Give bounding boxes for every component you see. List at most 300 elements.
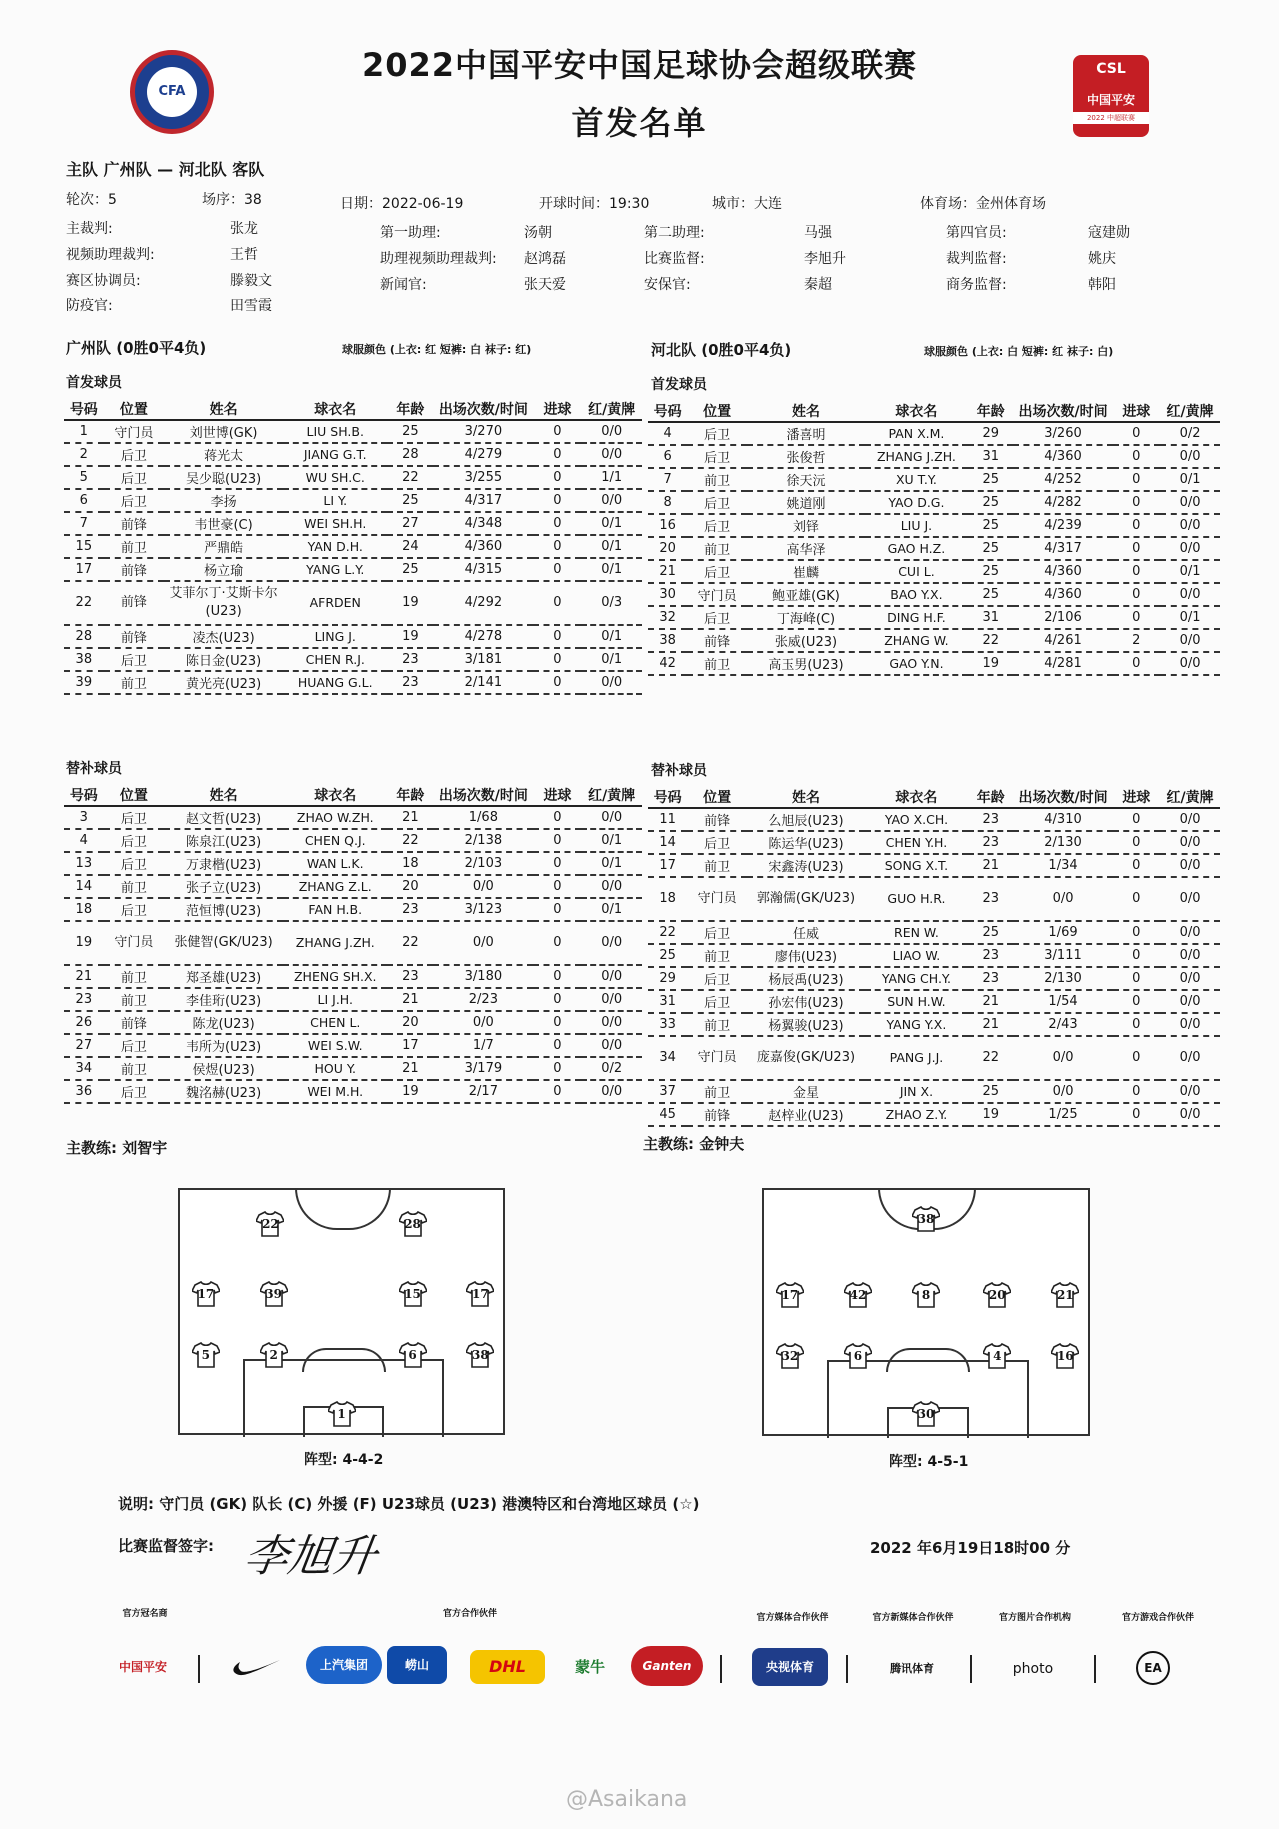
fourth-official-label: 第四官员: bbox=[946, 225, 1007, 241]
table-cell: 0 bbox=[533, 921, 581, 965]
table-cell: 22 bbox=[968, 629, 1013, 652]
table-cell: GUO H.R. bbox=[865, 877, 968, 921]
commercial-supervisor: 韩阳 bbox=[1088, 277, 1116, 293]
table-cell: 24 bbox=[387, 535, 433, 558]
table-cell: YANG L.Y. bbox=[283, 558, 387, 581]
table-cell: 0 bbox=[1113, 831, 1160, 854]
table-cell: 6 bbox=[648, 445, 687, 468]
laoshan-logo: 崂山 bbox=[387, 1646, 447, 1684]
table-cell: 0 bbox=[1113, 990, 1160, 1013]
home-coach: 主教练: 刘智宇 bbox=[66, 1139, 168, 1157]
shirt-number: 5 bbox=[201, 1348, 210, 1363]
teams-line: 主队 广州队 — 河北队 客队 bbox=[66, 160, 265, 179]
shirt-number: 21 bbox=[1056, 1287, 1074, 1302]
table-cell: 后卫 bbox=[687, 967, 747, 990]
table-cell: 32 bbox=[648, 606, 687, 629]
column-header: 位置 bbox=[104, 398, 165, 420]
table-cell: 后卫 bbox=[104, 852, 165, 875]
table-row bbox=[64, 625, 642, 648]
table-cell: 0 bbox=[1113, 652, 1160, 675]
table-row bbox=[64, 921, 642, 965]
player-shirt-icon bbox=[844, 1282, 872, 1308]
shirt-number: 22 bbox=[262, 1217, 279, 1232]
table-cell: 陈泉江(U23) bbox=[164, 829, 283, 852]
table-cell: 22 bbox=[387, 466, 433, 489]
away-formation: 阵型: 4-5-1 bbox=[889, 1454, 969, 1470]
table-row bbox=[648, 1080, 1220, 1103]
table-cell: LING J. bbox=[283, 625, 387, 648]
player-shirt-icon bbox=[912, 1206, 940, 1232]
csl-logo-top: CSL bbox=[1096, 61, 1126, 77]
table-cell: 0/0 bbox=[581, 965, 642, 988]
column-header: 球衣名 bbox=[283, 398, 387, 420]
table-cell: 4/348 bbox=[433, 512, 533, 535]
shirt-number: 32 bbox=[781, 1348, 799, 1363]
column-header: 出场次数/时间 bbox=[1013, 786, 1112, 808]
player-shirt-icon bbox=[256, 1211, 284, 1237]
column-header: 姓名 bbox=[747, 400, 865, 422]
table-cell: 25 bbox=[968, 921, 1013, 944]
table-cell: 前锋 bbox=[104, 512, 165, 535]
table-cell: YANG CH.Y. bbox=[865, 967, 968, 990]
table-cell: 0 bbox=[533, 829, 581, 852]
table-cell: 2/130 bbox=[1013, 831, 1112, 854]
column-header: 进球 bbox=[533, 784, 581, 806]
away-team: 河北队 (0胜0平4负) bbox=[651, 341, 792, 359]
table-cell: 前锋 bbox=[687, 629, 747, 652]
round: 轮次：5 bbox=[66, 192, 117, 208]
table-cell: 0/0 bbox=[581, 671, 642, 694]
sign-timestamp: 2022 年6月19日18时00 分 bbox=[870, 1539, 1071, 1557]
table-cell: HOU Y. bbox=[283, 1057, 387, 1080]
coordinator: 滕毅文 bbox=[230, 273, 272, 289]
table-row bbox=[648, 652, 1220, 675]
table-cell: 26 bbox=[64, 1011, 104, 1034]
table-header-row bbox=[64, 398, 642, 420]
table-cell: PAN X.M. bbox=[865, 422, 968, 445]
table-cell: 3 bbox=[64, 806, 104, 829]
supervisor-signature: 李旭升 bbox=[240, 1531, 380, 1582]
table-row bbox=[64, 965, 642, 988]
shirt-number: 42 bbox=[849, 1287, 867, 1302]
table-cell: 1/7 bbox=[433, 1034, 533, 1057]
table-cell: 李扬 bbox=[164, 489, 283, 512]
table-row bbox=[64, 988, 642, 1011]
table-cell: 7 bbox=[648, 468, 687, 491]
table-cell: 3/180 bbox=[433, 965, 533, 988]
table-cell: 1/1 bbox=[581, 466, 642, 489]
table-cell: 30 bbox=[648, 583, 687, 606]
column-header: 进球 bbox=[533, 398, 581, 420]
table-row bbox=[648, 967, 1220, 990]
shirt-number: 6 bbox=[853, 1348, 863, 1363]
away-subs-label: 替补球员 bbox=[651, 763, 707, 779]
table-cell: 0/1 bbox=[1160, 560, 1220, 583]
table-cell: 23 bbox=[387, 648, 433, 671]
table-cell: 22 bbox=[387, 829, 433, 852]
player-shirt-icon bbox=[983, 1343, 1011, 1369]
table-cell: 0 bbox=[533, 443, 581, 466]
table-cell: 前卫 bbox=[687, 854, 747, 877]
var: 王哲 bbox=[230, 247, 258, 263]
home-starters-table bbox=[64, 398, 642, 695]
table-cell: 7 bbox=[64, 512, 104, 535]
table-cell: WEI M.H. bbox=[283, 1080, 387, 1103]
player-shirt-icon bbox=[983, 1282, 1011, 1308]
table-cell: 后卫 bbox=[104, 1034, 165, 1057]
table-cell: 0 bbox=[533, 1080, 581, 1103]
table-cell: 0/1 bbox=[581, 898, 642, 921]
page-subtitle: 首发名单 bbox=[571, 104, 708, 142]
table-row bbox=[64, 671, 642, 694]
home-pitch bbox=[178, 1188, 505, 1435]
shirt-number: 38 bbox=[917, 1212, 935, 1227]
table-cell: 崔麟 bbox=[747, 560, 865, 583]
table-cell: 0 bbox=[1113, 808, 1160, 831]
table-row bbox=[64, 420, 642, 443]
table-cell: 侯煜(U23) bbox=[164, 1057, 283, 1080]
table-cell: 21 bbox=[968, 1013, 1013, 1036]
table-cell: CHEN L. bbox=[283, 1011, 387, 1034]
table-cell: 陈龙(U23) bbox=[164, 1011, 283, 1034]
shirt-number: 17 bbox=[197, 1287, 215, 1302]
table-cell: 前锋 bbox=[687, 1103, 747, 1126]
column-header: 年龄 bbox=[387, 784, 433, 806]
column-header: 进球 bbox=[1113, 786, 1160, 808]
table-cell: 18 bbox=[387, 852, 433, 875]
player-shirt-icon bbox=[1051, 1343, 1079, 1369]
table-cell: 4/282 bbox=[1013, 491, 1112, 514]
table-cell: 23 bbox=[968, 831, 1013, 854]
table-cell: 2 bbox=[1113, 629, 1160, 652]
table-row bbox=[64, 466, 642, 489]
table-cell: 0/0 bbox=[1160, 990, 1220, 1013]
table-cell: CUI L. bbox=[865, 560, 968, 583]
table-cell: 0/1 bbox=[1160, 606, 1220, 629]
table-cell: 19 bbox=[387, 1080, 433, 1103]
table-cell: 0 bbox=[1113, 1036, 1160, 1080]
table-cell: 27 bbox=[387, 512, 433, 535]
table-cell: 45 bbox=[648, 1103, 687, 1126]
table-cell: 0/0 bbox=[1160, 877, 1220, 921]
table-cell: AFRDEN bbox=[283, 581, 387, 625]
shirt-number: 39 bbox=[265, 1287, 282, 1302]
table-cell: 0/0 bbox=[1013, 877, 1112, 921]
table-cell: 前锋 bbox=[687, 808, 747, 831]
player-shirt-icon bbox=[466, 1342, 494, 1368]
press-officer: 张天爱 bbox=[524, 277, 566, 293]
column-header: 出场次数/时间 bbox=[433, 784, 533, 806]
shirt-number: 6 bbox=[408, 1348, 417, 1363]
table-cell: 前卫 bbox=[687, 652, 747, 675]
table-cell: 1/34 bbox=[1013, 854, 1112, 877]
shirt-number: 28 bbox=[404, 1217, 421, 1232]
table-cell: 高华泽 bbox=[747, 537, 865, 560]
table-cell: 17 bbox=[64, 558, 104, 581]
table-cell: 23 bbox=[64, 988, 104, 1011]
table-cell: LIU J. bbox=[865, 514, 968, 537]
table-cell: 韦世豪(C) bbox=[164, 512, 283, 535]
watermark: @Asaikana bbox=[566, 1787, 688, 1812]
player-shirt-icon bbox=[260, 1281, 288, 1307]
table-cell: 张俊哲 bbox=[747, 445, 865, 468]
table-cell: REN W. bbox=[865, 921, 968, 944]
table-row bbox=[648, 606, 1220, 629]
table-cell: 0 bbox=[1113, 537, 1160, 560]
table-cell: 0 bbox=[533, 671, 581, 694]
table-cell: 0 bbox=[1113, 606, 1160, 629]
table-cell: JIANG G.T. bbox=[283, 443, 387, 466]
table-row bbox=[64, 898, 642, 921]
table-cell: 25 bbox=[648, 944, 687, 967]
legend: 说明: 守门员 (GK) 队长 (C) 外援 (F) U23球员 (U23) 港澳特区和台湾地区球员 (☆) bbox=[118, 1495, 700, 1513]
table-row bbox=[648, 1013, 1220, 1036]
player-shirt-icon bbox=[776, 1343, 804, 1369]
table-cell: YAO D.G. bbox=[865, 491, 968, 514]
table-row bbox=[648, 514, 1220, 537]
table-cell: 0/0 bbox=[581, 1034, 642, 1057]
photo-label: 官方图片合作机构 bbox=[998, 1613, 1071, 1623]
table-cell: 守门员 bbox=[104, 420, 165, 443]
table-cell: 0/0 bbox=[1160, 1080, 1220, 1103]
table-cell: 0/0 bbox=[1160, 808, 1220, 831]
table-cell: YAN D.H. bbox=[283, 535, 387, 558]
table-cell: 11 bbox=[648, 808, 687, 831]
table-cell: 23 bbox=[387, 898, 433, 921]
shirt-number: 20 bbox=[988, 1287, 1006, 1302]
table-cell: 杨翼骏(U23) bbox=[747, 1013, 865, 1036]
shirt-number: 38 bbox=[472, 1348, 489, 1363]
table-row bbox=[648, 854, 1220, 877]
table-cell: 29 bbox=[648, 967, 687, 990]
table-row bbox=[648, 990, 1220, 1013]
ea-logo: EA bbox=[1136, 1651, 1170, 1685]
table-cell: 魏洺赫(U23) bbox=[164, 1080, 283, 1103]
table-cell: 0/0 bbox=[581, 489, 642, 512]
shirt-number: 17 bbox=[472, 1287, 489, 1302]
table-cell: 0 bbox=[533, 1034, 581, 1057]
table-cell: 金星 bbox=[747, 1080, 865, 1103]
table-cell: ZHENG SH.X. bbox=[283, 965, 387, 988]
table-row bbox=[648, 422, 1220, 445]
player-shirt-icon bbox=[328, 1401, 356, 1427]
table-cell: 0 bbox=[1113, 583, 1160, 606]
table-cell: ZHAO W.ZH. bbox=[283, 806, 387, 829]
table-cell: 前卫 bbox=[104, 965, 165, 988]
table-cell: 4/317 bbox=[1013, 537, 1112, 560]
stadium: 体育场：金州体育场 bbox=[920, 196, 1046, 212]
table-cell: 0/0 bbox=[1013, 1036, 1112, 1080]
column-header: 姓名 bbox=[747, 786, 865, 808]
table-cell: 19 bbox=[387, 625, 433, 648]
table-cell: 3/111 bbox=[1013, 944, 1112, 967]
table-cell: 丁海峰(C) bbox=[747, 606, 865, 629]
player-shirt-icon bbox=[1051, 1282, 1079, 1308]
table-cell: 0 bbox=[1113, 921, 1160, 944]
table-cell: 14 bbox=[648, 831, 687, 854]
table-cell: 0/0 bbox=[1160, 1013, 1220, 1036]
table-cell: 0 bbox=[1113, 560, 1160, 583]
table-cell: WEI S.W. bbox=[283, 1034, 387, 1057]
table-cell: 0 bbox=[533, 1057, 581, 1080]
table-cell: 4 bbox=[64, 829, 104, 852]
table-cell: 4/317 bbox=[433, 489, 533, 512]
table-cell: 0/1 bbox=[581, 852, 642, 875]
player-shirt-icon bbox=[844, 1343, 872, 1369]
table-cell: 4/279 bbox=[433, 443, 533, 466]
ar1: 汤朝 bbox=[524, 225, 552, 241]
table-cell: 21 bbox=[968, 854, 1013, 877]
table-row bbox=[64, 443, 642, 466]
table-cell: 后卫 bbox=[687, 445, 747, 468]
table-row bbox=[64, 829, 642, 852]
table-cell: 前卫 bbox=[687, 1013, 747, 1036]
home-subs-table bbox=[64, 784, 642, 1104]
table-cell: 前锋 bbox=[104, 558, 165, 581]
home-starters-label: 首发球员 bbox=[66, 375, 122, 391]
table-cell: 0 bbox=[533, 420, 581, 443]
table-cell: 0 bbox=[1113, 1013, 1160, 1036]
table-cell: 0 bbox=[1113, 445, 1160, 468]
away-subs-table bbox=[648, 786, 1220, 1127]
shirt-number: 1 bbox=[337, 1406, 346, 1421]
table-row bbox=[64, 512, 642, 535]
table-header-row bbox=[648, 786, 1220, 808]
nike-logo bbox=[232, 1656, 282, 1678]
column-header: 位置 bbox=[104, 784, 165, 806]
table-cell: 4/292 bbox=[433, 581, 533, 625]
table-cell: 前卫 bbox=[687, 1080, 747, 1103]
table-cell: 鲍亚雄(GK) bbox=[747, 583, 865, 606]
table-cell: 赵文哲(U23) bbox=[164, 806, 283, 829]
page-title: 2022中国平安中国足球协会超级联赛 bbox=[361, 46, 918, 84]
table-cell: 0/1 bbox=[581, 829, 642, 852]
table-cell: 3/255 bbox=[433, 466, 533, 489]
ar2-label: 第二助理: bbox=[644, 225, 705, 241]
ref-supervisor-label: 裁判监督: bbox=[946, 251, 1007, 267]
title-sponsor-label: 官方冠名商 bbox=[122, 1609, 168, 1619]
table-cell: 孙宏伟(U23) bbox=[747, 990, 865, 1013]
table-cell: 2/141 bbox=[433, 671, 533, 694]
new-media-label: 官方新媒体合作伙伴 bbox=[872, 1613, 954, 1623]
table-cell: 2/17 bbox=[433, 1080, 533, 1103]
table-cell: 21 bbox=[387, 806, 433, 829]
ar2: 马强 bbox=[804, 225, 832, 241]
table-cell: 0/0 bbox=[1013, 1080, 1112, 1103]
table-cell: 19 bbox=[64, 921, 104, 965]
table-cell: 后卫 bbox=[104, 648, 165, 671]
column-header: 年龄 bbox=[968, 400, 1013, 422]
table-row bbox=[648, 560, 1220, 583]
player-shirt-icon bbox=[399, 1342, 427, 1368]
table-cell: 徐天沅 bbox=[747, 468, 865, 491]
table-cell: 25 bbox=[968, 583, 1013, 606]
table-cell: 2/103 bbox=[433, 852, 533, 875]
table-row bbox=[64, 558, 642, 581]
column-header: 球衣名 bbox=[865, 400, 968, 422]
table-cell: 25 bbox=[968, 1080, 1013, 1103]
table-cell: 吴少聪(U23) bbox=[164, 466, 283, 489]
table-row bbox=[648, 921, 1220, 944]
table-cell: 严鼎皓 bbox=[164, 535, 283, 558]
table-cell: 22 bbox=[387, 921, 433, 965]
table-cell: 0 bbox=[533, 466, 581, 489]
table-cell: 后卫 bbox=[687, 560, 747, 583]
table-cell: 4/360 bbox=[433, 535, 533, 558]
table-cell: 后卫 bbox=[687, 606, 747, 629]
column-header: 进球 bbox=[1113, 400, 1160, 422]
column-header: 球衣名 bbox=[865, 786, 968, 808]
table-cell: 守门员 bbox=[687, 877, 747, 921]
home-kit: 球服颜色 (上衣: 红 短裤: 白 袜子: 红) bbox=[342, 343, 532, 356]
kickoff-time: 开球时间：19:30 bbox=[539, 196, 650, 212]
table-cell: 23 bbox=[968, 808, 1013, 831]
table-row bbox=[64, 852, 642, 875]
table-cell: 0/1 bbox=[581, 625, 642, 648]
table-cell: YAO X.CH. bbox=[865, 808, 968, 831]
table-cell: 28 bbox=[64, 625, 104, 648]
referee: 张龙 bbox=[230, 221, 258, 237]
table-cell: 31 bbox=[968, 606, 1013, 629]
table-cell: 0/0 bbox=[1160, 967, 1220, 990]
table-cell: 22 bbox=[968, 1036, 1013, 1080]
table-cell: 0/0 bbox=[581, 875, 642, 898]
shirt-number: 8 bbox=[921, 1287, 931, 1302]
table-cell: 0/0 bbox=[1160, 1036, 1220, 1080]
table-cell: 3/270 bbox=[433, 420, 533, 443]
table-cell: 后卫 bbox=[687, 921, 747, 944]
table-cell: 25 bbox=[968, 468, 1013, 491]
table-cell: 2/106 bbox=[1013, 606, 1112, 629]
table-cell: 后卫 bbox=[687, 491, 747, 514]
table-cell: 0/0 bbox=[581, 806, 642, 829]
table-cell: 杨立瑜 bbox=[164, 558, 283, 581]
away-starters-table bbox=[648, 400, 1220, 676]
table-cell: 4 bbox=[648, 422, 687, 445]
table-cell: 后卫 bbox=[687, 831, 747, 854]
table-cell: 2/130 bbox=[1013, 967, 1112, 990]
table-cell: 4/310 bbox=[1013, 808, 1112, 831]
table-cell: ZHANG Z.L. bbox=[283, 875, 387, 898]
table-cell: BAO Y.X. bbox=[865, 583, 968, 606]
column-header: 年龄 bbox=[968, 786, 1013, 808]
table-cell: 22 bbox=[648, 921, 687, 944]
table-cell: 前锋 bbox=[104, 1011, 165, 1034]
table-cell: 李佳珩(U23) bbox=[164, 988, 283, 1011]
table-cell: 19 bbox=[968, 652, 1013, 675]
supervisor-label: 比赛监督: bbox=[644, 251, 705, 267]
table-cell: 28 bbox=[387, 443, 433, 466]
player-shirt-icon bbox=[776, 1282, 804, 1308]
column-header: 出场次数/时间 bbox=[1013, 400, 1112, 422]
table-cell: 22 bbox=[64, 581, 104, 625]
press-label: 新闻官: bbox=[380, 277, 427, 293]
partners-label: 官方合作伙伴 bbox=[442, 1609, 497, 1619]
table-cell: ZHANG W. bbox=[865, 629, 968, 652]
column-header: 姓名 bbox=[164, 398, 283, 420]
table-cell: 18 bbox=[64, 898, 104, 921]
table-cell: 33 bbox=[648, 1013, 687, 1036]
table-cell: 廖伟(U23) bbox=[747, 944, 865, 967]
table-row bbox=[64, 648, 642, 671]
table-row bbox=[648, 445, 1220, 468]
table-cell: ZHANG J.ZH. bbox=[865, 445, 968, 468]
home-team: 广州队 (0胜0平4负) bbox=[66, 339, 207, 357]
table-cell: 38 bbox=[64, 648, 104, 671]
table-cell: 25 bbox=[387, 420, 433, 443]
table-cell: 4/261 bbox=[1013, 629, 1112, 652]
table-cell: 5 bbox=[64, 466, 104, 489]
